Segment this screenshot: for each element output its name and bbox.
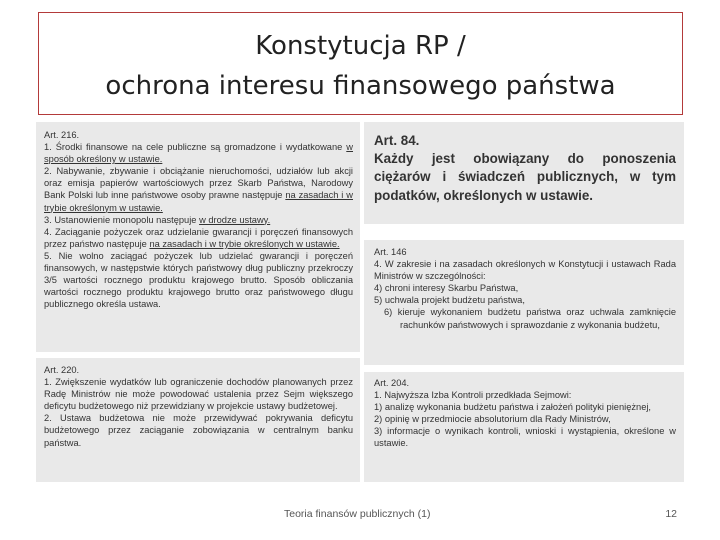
art146-item: 6) kieruje wykonaniem budżetu państwa oraz uchwala zamknięcie rachunków państwowych i sprawozdanie z wykonania budżetu, (384, 307, 676, 330)
art220-para-2: 2. Ustawa budżetowa nie może przewidywać pokrywania deficytu budżetowego przez zaciąganie zobowiązania w centralnym banku państwa. (44, 413, 353, 448)
art216-p3-text: 3. Ustanowienie monopolu następuje (44, 214, 200, 225)
title-line-2: ochrona interesu finansowego państwa (105, 71, 616, 101)
art146-heading: Art. 146 (374, 247, 407, 257)
art84-panel (364, 122, 684, 224)
art146-item: 4) chroni interesy Skarbu Państwa, (374, 283, 519, 294)
art204-panel (364, 372, 684, 482)
art216-para-2 (44, 165, 353, 213)
art216-p4-underlined: na zasadach i w trybie określonych w ustawie. (149, 238, 340, 249)
art204-heading: Art. 204. (374, 378, 410, 388)
art216-p2-underlined: na zasadach i w trybie określonym w ustawie. (44, 190, 353, 213)
art146-item: 5) uchwala projekt budżetu państwa, (374, 295, 525, 306)
page-number: 12 (665, 508, 677, 520)
art204-item: 1) analizę wykonania budżetu państwa i założeń polityki pieniężnej, (374, 402, 652, 413)
title-line-1: Konstytucja RP / (255, 31, 466, 61)
art216-p4-text: 4. Zaciąganie pożyczek oraz udzielanie gwarancji i poręczeń finansowych przez państwo następuje (44, 226, 353, 249)
art220-panel (36, 358, 360, 482)
art216-para-3 (44, 214, 353, 226)
art216-p3-underlined: w drodze ustawy. (199, 214, 271, 225)
art216-p2-text: 2. Nabywanie, zbywanie i obciążanie nieruchomości, udziałów lub akcji oraz emisja papierów wartościowych przez Skarb Państwa, Narodowy Bank Polski lub inne państwowe osoby prawne następuje (44, 166, 353, 201)
slide-title (39, 26, 682, 106)
art216-para-4 (44, 226, 353, 250)
art220-para-1: 1. Zwiększenie wydatków lub ograniczenie dochodów planowanych przez Radę Ministrów nie może powodować ustalenia przez Sejm większego deficytu budżetowego niż przewidziany w projekcie ustawy budżetowej. (44, 377, 353, 412)
art204-intro: 1. Najwyższa Izba Kontroli przedkłada Sejmowi: (374, 390, 572, 401)
art84-text: Każdy jest obowiązany do ponoszenia ciężarów i świadczeń publicznych, w tym podatków, określonych w ustawie. (374, 151, 676, 203)
art216-panel (36, 122, 360, 352)
art216-heading: Art. 216. (44, 130, 80, 140)
art146-panel (364, 240, 684, 365)
art146-intro: 4. W zakresie i na zasadach określonych w Konstytucji i ustawach Rada Ministrów w szczególności: (374, 259, 676, 282)
art84-heading: Art. 84. (374, 133, 420, 148)
art204-item: 3) informacje o wynikach kontroli, wnioski i wystąpienia, określone w ustawie. (374, 426, 676, 449)
footer-text: Teoria finansów publicznych (1) (284, 508, 431, 520)
art216-p1-underlined: w sposób określony w ustawie. (44, 142, 353, 165)
art220-heading: Art. 220. (44, 365, 80, 375)
art216-para-5: 5. Nie wolno zaciągać pożyczek lub udzielać gwarancji i poręczeń finansowych, w następstwie których państwowy dług publiczny przekroczy 3/5 wartości rocznego produktu krajowego brutto. Sposób obliczania wartości rocznego produktu krajowego brutto oraz państwowego długu publicznego określa ustawa. (44, 250, 353, 310)
art216-p1-text: 1. Środki finansowe na cele publiczne są gromadzone i wydatkowane (44, 142, 347, 153)
title-box (38, 12, 683, 115)
art216-para-1 (44, 141, 353, 165)
art204-item: 2) opinię w przedmiocie absolutorium dla Rady Ministrów, (374, 414, 611, 425)
